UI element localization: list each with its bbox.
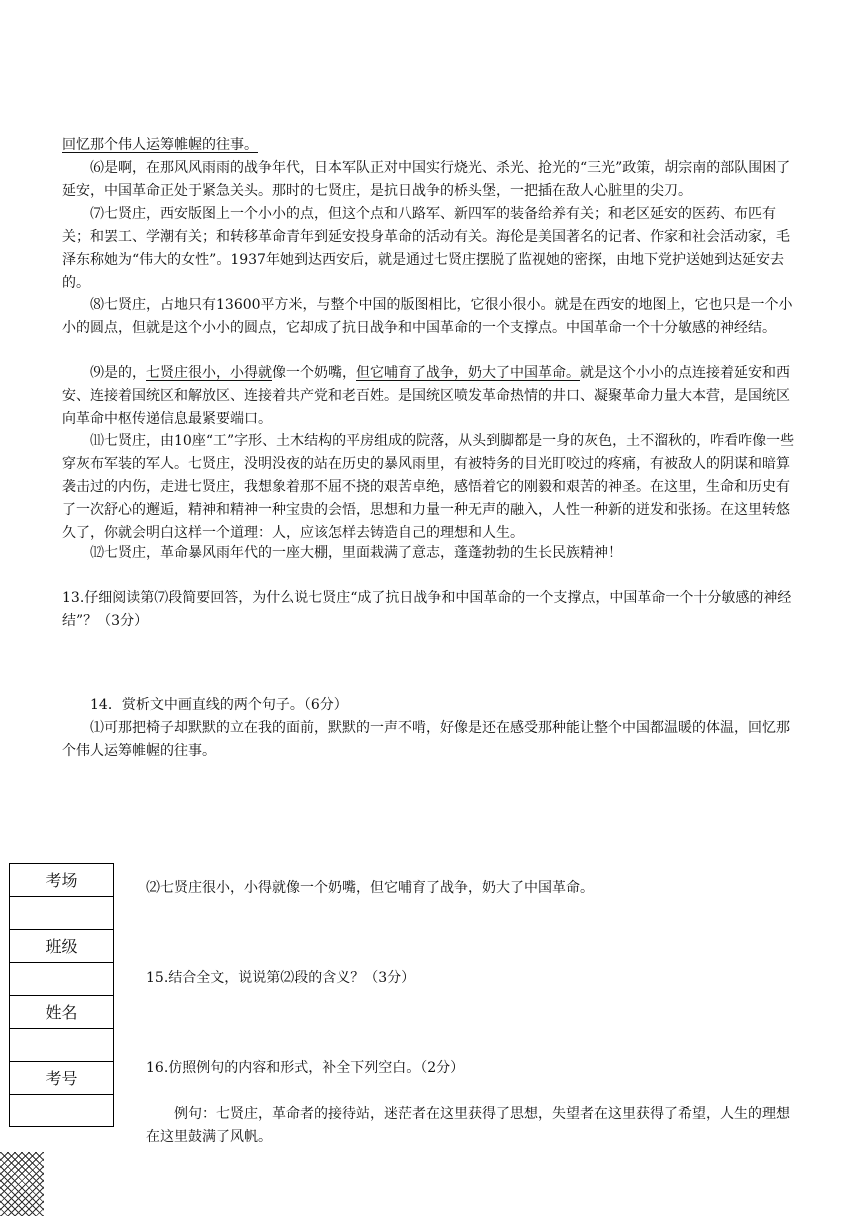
question-16-example: 例句：七贤庄，革命者的接待站，迷茫者在这里获得了思想，失望者在这里获得了希望，人生的理想在这里鼓满了风帆。 xyxy=(146,1106,790,1145)
exam-info-box xyxy=(9,863,114,1127)
paragraph-6: ⑹是啊，在那风风雨雨的战争年代，日本军队正对中国实行烧光、杀光、抢光的“三光”政策，胡宗南的部队围困了延安，中国革命正处于紧急关头。那时的七贤庄，是抗日战争的桥头堡，一把插在敌人心脏里的尖刀。 xyxy=(62,160,791,199)
question-13: 13.仔细阅读第⑺段简要回答，为什么说七贤庄“成了抗日战争和中国革命的一个支撑点，中国革命一个十分敏感的神经结”？（3分） xyxy=(62,590,792,629)
paragraph-7: ⑺七贤庄，西安版图上一个小小的点，但这个点和八路军、新四军的装备给养有关；和老区延安的医药、布匹有关；和罢工、学潮有关；和转移革命青年到延安投身革命的活动有关。海伦是美国著名的记者、作家和社会活动家，毛泽东称她为“伟大的女性”。1937年她到达西安后，就是通过七贤庄摆脱了监视她的密探，由地下党护送她到达延安去的。 xyxy=(62,206,790,291)
hatched-pattern-block xyxy=(0,1152,44,1216)
class-label: 班级 xyxy=(9,929,114,962)
paragraph-11: ⑾七贤庄，由10座“工”字形、土木结构的平房组成的院落，从头到脚都是一身的灰色，土不溜秋的，咋看咋像一些穿灰布军装的军人。七贤庄，没明没夜的站在历史的暴风雨里，有被特务的目光盯咬过的疼痛，有被敌人的阴谋和暗算袭击过的内伤，走进七贤庄，我想象着那不屈不挠的艰苦卓绝，感悟着它的刚毅和艰苦的神圣。在这里，生命和历史有了一次舒心的邂逅，精神和精神一种宝贵的会悟，思想和力量一种无声的融入，人性一种新的迸发和张扬。在这里转悠久了，你就会明白这样一个道理：人，应该怎样去铸造自己的理想和人生。 xyxy=(62,433,795,541)
name-field[interactable] xyxy=(9,1028,114,1061)
p9-mid: 像一个奶嘴， xyxy=(272,365,356,381)
passage-line-start xyxy=(62,134,258,157)
question-16: 16.仿照例句的内容和形式，补全下列空白。（2分） xyxy=(146,1060,465,1076)
question-14: 14．赏析文中画直线的两个句子。（6分） xyxy=(90,697,348,713)
class-field[interactable] xyxy=(9,962,114,995)
paragraph-8: ⑻七贤庄，占地只有13600平方米，与整个中国的版图相比，它很小很小。就是在西安的地图上，它也只是一个小小的圆点，但就是这个小小的圆点，它却成了抗日战争和中国革命的一个支撑点。中国革命一个十分敏感的神经结。 xyxy=(62,297,793,336)
paragraph-12: ⑿七贤庄，革命暴风雨年代的一座大棚，里面栽满了意志，蓬蓬勃勃的生长民族精神！ xyxy=(90,545,622,561)
p9-underline-2: 但它哺育了战争，奶大了中国革命。 xyxy=(356,365,580,381)
exam-number-field[interactable] xyxy=(9,1094,114,1127)
p9-rest: 就是这个小小的点连接着延安和西安、连接着国统区和解放区、连接着共产党和老百姓。是国统区喷发革命热情的井口、凝聚革命力量大本营，是国统区向革命中枢传递信息最紧要端口。 xyxy=(62,365,790,427)
question-14-item-1: ⑴可那把椅子却默默的立在我的面前，默默的一声不啃，好像是还在感受那种能让整个中国都温暖的体温，回忆那个伟人运筹帷幄的往事。 xyxy=(62,720,790,759)
exam-number-label: 考号 xyxy=(9,1061,114,1094)
question-15: 15.结合全文，说说第⑵段的含义？（3分） xyxy=(146,970,416,986)
exam-room-label: 考场 xyxy=(9,863,114,896)
paragraph-9 xyxy=(62,362,800,431)
question-14-item-2: ⑵七贤庄很小，小得就像一个奶嘴，但它哺育了战争，奶大了中国革命。 xyxy=(146,880,594,896)
exam-room-field[interactable] xyxy=(9,896,114,929)
p9-prefix: ⑼是的， xyxy=(90,365,146,381)
underlined-text: 回忆那个伟人运筹帷幄的往事。 xyxy=(62,137,258,153)
p9-underline-1: 七贤庄很小，小得就 xyxy=(146,365,272,381)
name-label: 姓名 xyxy=(9,995,114,1028)
